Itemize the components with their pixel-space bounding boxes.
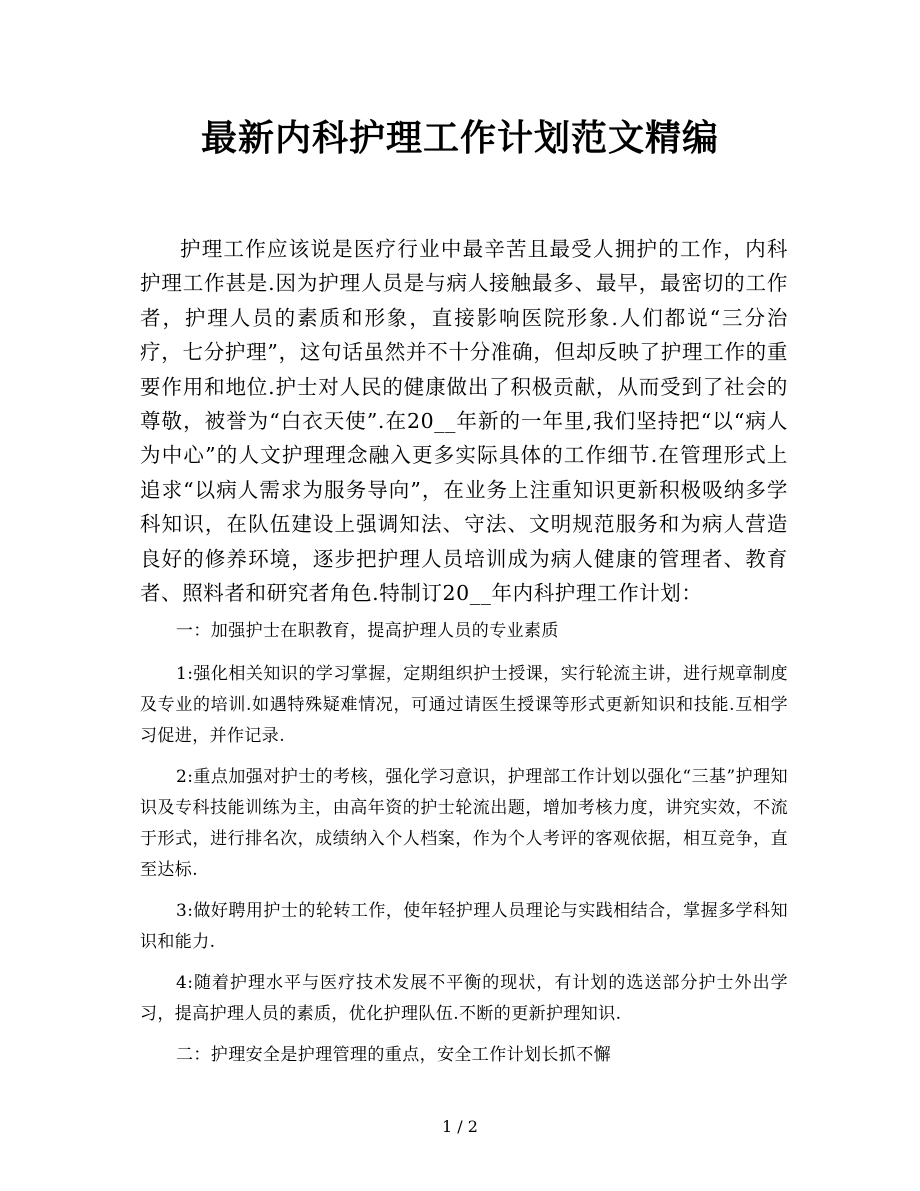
list-item-1: 1:强化相关知识的学习掌握，定期组织护士授课，实行轮流主讲，进行规章制度及专业的培训.如遇特殊疑难情况，可通过请医生授课等形式更新知识和技能.互相学习促进，并作记录. bbox=[140, 664, 788, 746]
document-body bbox=[140, 616, 788, 1083]
list-item-4: 4:随着护理水平与医疗技术发展不平衡的现状，有计划的选送部分护士外出学习，提高护理人员的素质，优化护理队伍.不断的更新护理知识. bbox=[140, 973, 788, 1024]
intro-paragraph: 护理工作应该说是医疗行业中最辛苦且最受人拥护的工作，内科护理工作甚是.因为护理人员是与病人接触最多、最早，最密切的工作者，护理人员的素质和形象，直接影响医院形象.人们都说“三分治疗，七分护理”，这句话虽然并不十分准确，但却反映了护理工作的重要作用和地位.护士对人民的健康做出了积极贡献，从而受到了社会的尊敬，被誉为“白衣天使”.在20__年新的一年里,我们坚持把“以“病人为中心”的人文护理理念融入更多实际具体的工作细节.在管理形式上追求“以病人需求为服务导向”，在业务上注重知识更新积极吸纳多学科知识，在队伍建设上强调知法、守法、文明规范服务和为病人营造良好的修养环境，逐步把护理人员培训成为病人健康的管理者、教育者、照料者和研究者角色.特制订20__年内科护理工作计划： bbox=[140, 237, 788, 606]
document-title: 最新内科护理工作计划范文精编 bbox=[200, 117, 719, 159]
section-heading-1: 一：加强护士在职教育，提高护理人员的专业素质 bbox=[176, 621, 559, 641]
section-heading-2: 二：护理安全是护理管理的重点，安全工作计划长抓不懈 bbox=[176, 1045, 611, 1065]
list-item-3: 3:做好聘用护士的轮转工作，使年轻护理人员理论与实践相结合，掌握多学科知识和能力. bbox=[140, 901, 788, 952]
page-number: 1 / 2 bbox=[442, 1117, 478, 1136]
list-item-2: 2:重点加强对护士的考核，强化学习意识，护理部工作计划以强化“三基”护理知识及专科技能训练为主，由高年资的护士轮流出题，增加考核力度，讲究实效，不流于形式，进行排名次，成绩纳入个人档案，作为个人考评的客观依据，相互竞争，直至达标. bbox=[140, 767, 788, 880]
